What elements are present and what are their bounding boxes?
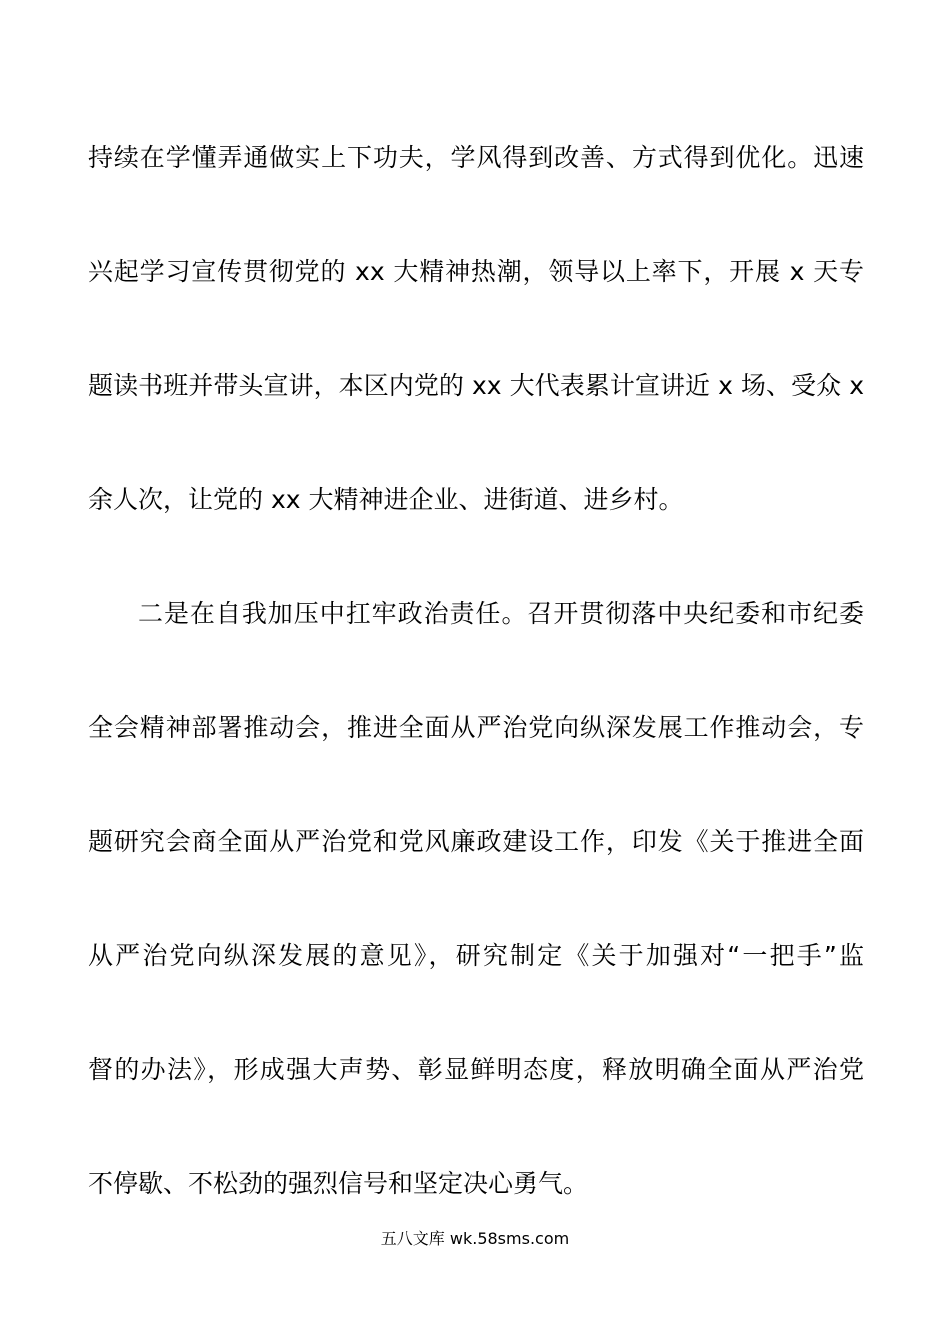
paragraph-line: 全会精神部署推动会，推进全面从严治党向纵深发展工作推动会，专	[88, 713, 864, 742]
paragraph-line: 持续在学懂弄通做实上下功夫，学风得到改善、方式得到优化。迅速	[88, 143, 864, 172]
paragraph-line: 督的办法》，形成强大声势、彰显鲜明态度，释放明确全面从严治党	[88, 1055, 864, 1084]
paragraph-line: 余人次，让党的 xx 大精神进企业、进街道、进乡村。	[88, 485, 684, 514]
paragraph-line: 题研究会商全面从严治党和党风廉政建设工作，印发《关于推进全面	[88, 827, 864, 856]
paragraph-line: 兴起学习宣传贯彻党的 xx 大精神热潮，领导以上率下，开展 x 天专	[88, 257, 864, 286]
footer-watermark: 五八文库 wk.58sms.com	[380, 1229, 570, 1248]
paragraph-line: 不停歇、不松劲的强烈信号和坚定决心勇气。	[88, 1169, 589, 1198]
paragraph-line: 二是在自我加压中扛牢政治责任。召开贯彻落中央纪委和市纪委	[138, 599, 864, 628]
paragraph-line: 从严治党向纵深发展的意见》，研究制定《关于加强对“一把手”监	[88, 941, 864, 970]
paragraph-line: 题读书班并带头宣讲，本区内党的 xx 大代表累计宣讲近 x 场、受众 x	[88, 371, 864, 400]
